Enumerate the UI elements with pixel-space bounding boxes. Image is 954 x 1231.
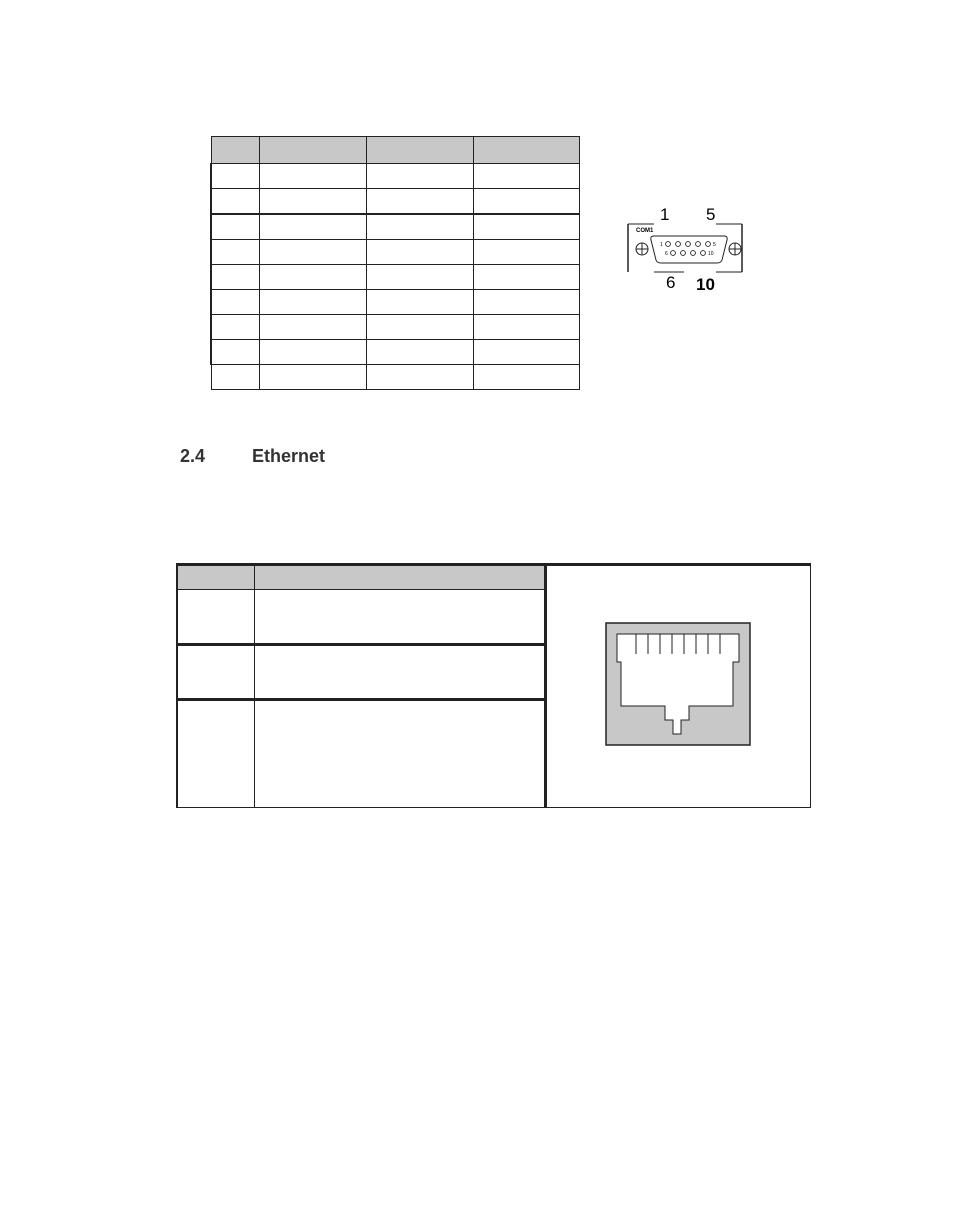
eth-table-header-row xyxy=(177,565,810,590)
screw-right-icon xyxy=(729,243,741,255)
com-table-row xyxy=(211,265,579,290)
com-table-header-row xyxy=(211,137,579,164)
com-table-row xyxy=(211,315,579,340)
pin-label-10: 10 xyxy=(696,275,715,294)
com-connector-diagram xyxy=(624,200,754,296)
com-port-label: COM1 xyxy=(636,228,654,234)
pin-label-6: 6 xyxy=(666,273,676,292)
pin-label-1: 1 xyxy=(660,205,670,224)
inner-pin-5: 5 xyxy=(713,242,716,248)
com-table-row xyxy=(211,340,579,365)
section-number: 2.4 xyxy=(180,446,206,466)
eth-header-cell xyxy=(177,565,254,590)
db9-pins-icon xyxy=(666,242,711,256)
rj45-image-cell xyxy=(545,565,810,808)
com-header-cell xyxy=(366,137,473,164)
screw-left-icon xyxy=(636,243,648,255)
ethernet-pin-table xyxy=(176,563,811,808)
com-header-cell xyxy=(211,137,259,164)
com-table-row xyxy=(211,290,579,315)
com-table-row xyxy=(211,240,579,265)
com-header-cell xyxy=(259,137,366,164)
db9-shell-icon xyxy=(651,236,727,263)
section-title: Ethernet xyxy=(252,446,326,466)
com-header-cell xyxy=(473,137,579,164)
com-table-row xyxy=(211,214,579,240)
com-table-row xyxy=(211,189,579,215)
inner-pin-6: 6 xyxy=(665,251,668,257)
inner-pin-1: 1 xyxy=(660,242,663,248)
com-table-row xyxy=(211,365,579,390)
inner-pin-10: 10 xyxy=(708,251,714,257)
eth-header-cell xyxy=(254,565,545,590)
pin-label-5: 5 xyxy=(706,205,716,224)
section-heading xyxy=(180,446,325,467)
com-table-row xyxy=(211,164,579,189)
com-pin-table xyxy=(210,136,580,390)
rj45-port-icon xyxy=(605,622,751,746)
